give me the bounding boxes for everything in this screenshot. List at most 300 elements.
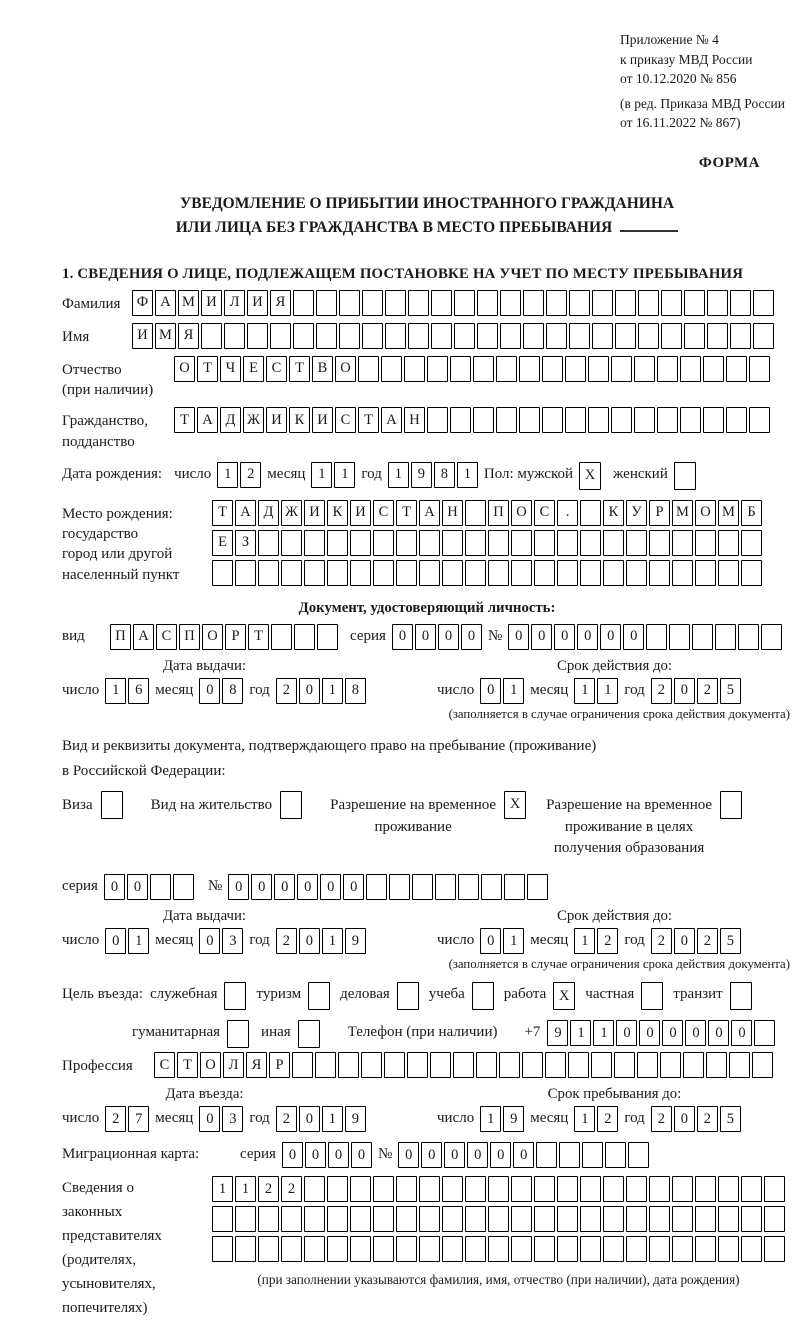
- char-cell[interactable]: [657, 356, 678, 382]
- char-cell[interactable]: [534, 1176, 555, 1202]
- char-cell[interactable]: 0: [639, 1020, 660, 1046]
- char-cell[interactable]: 2: [697, 678, 718, 704]
- char-cell[interactable]: 2: [105, 1106, 126, 1132]
- char-cell[interactable]: 0: [199, 928, 220, 954]
- char-cell[interactable]: [385, 323, 406, 349]
- char-cell[interactable]: [534, 1236, 555, 1262]
- char-cell[interactable]: [488, 1206, 509, 1232]
- char-cell[interactable]: [661, 290, 682, 316]
- char-cell[interactable]: 0: [251, 874, 272, 900]
- char-cell[interactable]: [488, 560, 509, 586]
- char-cell[interactable]: 1: [128, 928, 149, 954]
- char-cell[interactable]: [603, 530, 624, 556]
- char-cell[interactable]: 1: [334, 462, 355, 488]
- char-cell[interactable]: А: [197, 407, 218, 433]
- char-cell[interactable]: 2: [240, 462, 261, 488]
- char-cell[interactable]: [477, 290, 498, 316]
- char-cell[interactable]: [442, 530, 463, 556]
- char-cell[interactable]: [442, 1176, 463, 1202]
- char-cell[interactable]: [338, 1052, 359, 1078]
- char-cell[interactable]: [499, 1052, 520, 1078]
- char-cell[interactable]: [308, 982, 330, 1010]
- char-cell[interactable]: [373, 560, 394, 586]
- char-cell[interactable]: [350, 530, 371, 556]
- char-cell[interactable]: [339, 290, 360, 316]
- char-cell[interactable]: [615, 290, 636, 316]
- char-cell[interactable]: [339, 323, 360, 349]
- char-cell[interactable]: 0: [199, 1106, 220, 1132]
- char-cell[interactable]: 2: [697, 1106, 718, 1132]
- char-cell[interactable]: [488, 1236, 509, 1262]
- char-cell[interactable]: Т: [212, 500, 233, 526]
- char-cell[interactable]: [718, 560, 739, 586]
- char-cell[interactable]: 0: [480, 678, 501, 704]
- char-cell[interactable]: 1: [322, 928, 343, 954]
- char-cell[interactable]: Е: [212, 530, 233, 556]
- char-cell[interactable]: С: [335, 407, 356, 433]
- char-cell[interactable]: [730, 323, 751, 349]
- char-cell[interactable]: 1: [503, 928, 524, 954]
- char-cell[interactable]: 2: [258, 1176, 279, 1202]
- char-cell[interactable]: [588, 407, 609, 433]
- char-cell[interactable]: 0: [127, 874, 148, 900]
- char-cell[interactable]: Я: [178, 323, 199, 349]
- char-cell[interactable]: [481, 874, 502, 900]
- char-cell[interactable]: [646, 624, 667, 650]
- char-cell[interactable]: [396, 560, 417, 586]
- char-cell[interactable]: [281, 1236, 302, 1262]
- char-cell[interactable]: 0: [490, 1142, 511, 1168]
- char-cell[interactable]: [718, 1176, 739, 1202]
- char-cell[interactable]: [430, 1052, 451, 1078]
- char-cell[interactable]: [500, 290, 521, 316]
- char-cell[interactable]: [546, 290, 567, 316]
- char-cell[interactable]: [227, 1020, 249, 1048]
- char-cell[interactable]: [684, 290, 705, 316]
- char-cell[interactable]: [281, 1206, 302, 1232]
- char-cell[interactable]: 2: [697, 928, 718, 954]
- char-cell[interactable]: Н: [404, 407, 425, 433]
- char-cell[interactable]: [350, 1176, 371, 1202]
- char-cell[interactable]: [718, 1236, 739, 1262]
- char-cell[interactable]: [419, 1236, 440, 1262]
- char-cell[interactable]: [580, 1206, 601, 1232]
- char-cell[interactable]: [603, 1176, 624, 1202]
- char-cell[interactable]: [557, 560, 578, 586]
- char-cell[interactable]: [628, 1142, 649, 1168]
- char-cell[interactable]: [741, 530, 762, 556]
- char-cell[interactable]: Д: [258, 500, 279, 526]
- char-cell[interactable]: М: [155, 323, 176, 349]
- char-cell[interactable]: 0: [662, 1020, 683, 1046]
- char-cell[interactable]: 7: [128, 1106, 149, 1132]
- char-cell[interactable]: 0: [674, 1106, 695, 1132]
- char-cell[interactable]: [431, 290, 452, 316]
- char-cell[interactable]: [649, 1176, 670, 1202]
- char-cell[interactable]: [614, 1052, 635, 1078]
- char-cell[interactable]: [366, 874, 387, 900]
- char-cell[interactable]: [404, 356, 425, 382]
- char-cell[interactable]: Р: [225, 624, 246, 650]
- char-cell[interactable]: [720, 791, 742, 819]
- char-cell[interactable]: [488, 1176, 509, 1202]
- char-cell[interactable]: [454, 290, 475, 316]
- char-cell[interactable]: [672, 1236, 693, 1262]
- char-cell[interactable]: [638, 290, 659, 316]
- char-cell[interactable]: [695, 1206, 716, 1232]
- char-cell[interactable]: [396, 1206, 417, 1232]
- char-cell[interactable]: [559, 1142, 580, 1168]
- char-cell[interactable]: Т: [289, 356, 310, 382]
- char-cell[interactable]: [638, 323, 659, 349]
- char-cell[interactable]: 0: [708, 1020, 729, 1046]
- char-cell[interactable]: 9: [503, 1106, 524, 1132]
- char-cell[interactable]: 0: [674, 928, 695, 954]
- char-cell[interactable]: [672, 1176, 693, 1202]
- char-cell[interactable]: И: [304, 500, 325, 526]
- char-cell[interactable]: 0: [351, 1142, 372, 1168]
- char-cell[interactable]: [235, 1206, 256, 1232]
- char-cell[interactable]: [235, 1236, 256, 1262]
- char-cell[interactable]: 0: [297, 874, 318, 900]
- char-cell[interactable]: 0: [299, 1106, 320, 1132]
- char-cell[interactable]: 6: [128, 678, 149, 704]
- char-cell[interactable]: П: [488, 500, 509, 526]
- char-cell[interactable]: 0: [274, 874, 295, 900]
- char-cell[interactable]: К: [289, 407, 310, 433]
- char-cell[interactable]: [565, 407, 586, 433]
- char-cell[interactable]: [603, 560, 624, 586]
- char-cell[interactable]: 0: [105, 928, 126, 954]
- char-cell[interactable]: М: [718, 500, 739, 526]
- char-cell[interactable]: [692, 624, 713, 650]
- char-cell[interactable]: [465, 530, 486, 556]
- char-cell[interactable]: [626, 560, 647, 586]
- char-cell[interactable]: 0: [415, 624, 436, 650]
- char-cell[interactable]: [477, 323, 498, 349]
- char-cell[interactable]: [465, 560, 486, 586]
- char-cell[interactable]: 0: [320, 874, 341, 900]
- char-cell[interactable]: [453, 1052, 474, 1078]
- char-cell[interactable]: [465, 500, 486, 526]
- char-cell[interactable]: [258, 1236, 279, 1262]
- char-cell[interactable]: 9: [345, 928, 366, 954]
- char-cell[interactable]: 3: [222, 1106, 243, 1132]
- char-cell[interactable]: 1: [322, 678, 343, 704]
- char-cell[interactable]: [385, 290, 406, 316]
- char-cell[interactable]: [580, 500, 601, 526]
- char-cell[interactable]: 0: [305, 1142, 326, 1168]
- char-cell[interactable]: З: [235, 530, 256, 556]
- char-cell[interactable]: [384, 1052, 405, 1078]
- char-cell[interactable]: [519, 407, 540, 433]
- char-cell[interactable]: [316, 323, 337, 349]
- char-cell[interactable]: 0: [616, 1020, 637, 1046]
- char-cell[interactable]: 1: [311, 462, 332, 488]
- char-cell[interactable]: [764, 1236, 785, 1262]
- char-cell[interactable]: [496, 407, 517, 433]
- char-cell[interactable]: О: [511, 500, 532, 526]
- char-cell[interactable]: 0: [421, 1142, 442, 1168]
- char-cell[interactable]: [761, 624, 782, 650]
- char-cell[interactable]: [753, 290, 774, 316]
- char-cell[interactable]: Ж: [281, 500, 302, 526]
- char-cell[interactable]: [674, 462, 696, 490]
- char-cell[interactable]: [350, 560, 371, 586]
- char-cell[interactable]: [212, 1206, 233, 1232]
- char-cell[interactable]: [542, 356, 563, 382]
- char-cell[interactable]: [431, 323, 452, 349]
- char-cell[interactable]: Р: [649, 500, 670, 526]
- char-cell[interactable]: И: [312, 407, 333, 433]
- char-cell[interactable]: [281, 530, 302, 556]
- char-cell[interactable]: [592, 290, 613, 316]
- char-cell[interactable]: [703, 407, 724, 433]
- char-cell[interactable]: [235, 560, 256, 586]
- char-cell[interactable]: [304, 1206, 325, 1232]
- char-cell[interactable]: 2: [651, 928, 672, 954]
- char-cell[interactable]: [315, 1052, 336, 1078]
- char-cell[interactable]: [281, 560, 302, 586]
- char-cell[interactable]: 0: [480, 928, 501, 954]
- char-cell[interactable]: [465, 1176, 486, 1202]
- char-cell[interactable]: [373, 1236, 394, 1262]
- char-cell[interactable]: [304, 1176, 325, 1202]
- char-cell[interactable]: [488, 530, 509, 556]
- char-cell[interactable]: [511, 560, 532, 586]
- char-cell[interactable]: Ф: [132, 290, 153, 316]
- char-cell[interactable]: [738, 624, 759, 650]
- char-cell[interactable]: 5: [720, 678, 741, 704]
- char-cell[interactable]: П: [110, 624, 131, 650]
- option-residence-permit[interactable]: Вид на жительство: [151, 791, 302, 819]
- char-cell[interactable]: Т: [177, 1052, 198, 1078]
- char-cell[interactable]: [741, 1176, 762, 1202]
- char-cell[interactable]: 0: [104, 874, 125, 900]
- char-cell[interactable]: [476, 1052, 497, 1078]
- char-cell[interactable]: [465, 1206, 486, 1232]
- char-cell[interactable]: 0: [674, 678, 695, 704]
- char-cell[interactable]: [695, 530, 716, 556]
- char-cell[interactable]: 0: [731, 1020, 752, 1046]
- char-cell[interactable]: 0: [467, 1142, 488, 1168]
- char-cell[interactable]: [358, 356, 379, 382]
- char-cell[interactable]: [270, 323, 291, 349]
- char-cell[interactable]: [706, 1052, 727, 1078]
- char-cell[interactable]: Я: [246, 1052, 267, 1078]
- char-cell[interactable]: [101, 791, 123, 819]
- char-cell[interactable]: [703, 356, 724, 382]
- char-cell[interactable]: [749, 407, 770, 433]
- char-cell[interactable]: 0: [531, 624, 552, 650]
- char-cell[interactable]: 0: [343, 874, 364, 900]
- char-cell[interactable]: X: [579, 462, 601, 490]
- char-cell[interactable]: Б: [741, 500, 762, 526]
- char-cell[interactable]: [442, 560, 463, 586]
- char-cell[interactable]: 2: [276, 928, 297, 954]
- char-cell[interactable]: И: [132, 323, 153, 349]
- char-cell[interactable]: 2: [651, 678, 672, 704]
- char-cell[interactable]: [442, 1206, 463, 1232]
- char-cell[interactable]: [683, 1052, 704, 1078]
- char-cell[interactable]: [764, 1176, 785, 1202]
- char-cell[interactable]: И: [350, 500, 371, 526]
- char-cell[interactable]: [660, 1052, 681, 1078]
- char-cell[interactable]: [729, 1052, 750, 1078]
- char-cell[interactable]: [201, 323, 222, 349]
- char-cell[interactable]: 5: [720, 1106, 741, 1132]
- char-cell[interactable]: [258, 1206, 279, 1232]
- char-cell[interactable]: [373, 1176, 394, 1202]
- char-cell[interactable]: С: [373, 500, 394, 526]
- char-cell[interactable]: 2: [276, 1106, 297, 1132]
- char-cell[interactable]: [580, 560, 601, 586]
- char-cell[interactable]: [522, 1052, 543, 1078]
- char-cell[interactable]: [753, 323, 774, 349]
- char-cell[interactable]: 8: [434, 462, 455, 488]
- char-cell[interactable]: [527, 874, 548, 900]
- char-cell[interactable]: [523, 290, 544, 316]
- char-cell[interactable]: 8: [345, 678, 366, 704]
- char-cell[interactable]: А: [155, 290, 176, 316]
- char-cell[interactable]: [661, 323, 682, 349]
- char-cell[interactable]: [730, 982, 752, 1010]
- char-cell[interactable]: 0: [444, 1142, 465, 1168]
- char-cell[interactable]: [173, 874, 194, 900]
- char-cell[interactable]: [327, 530, 348, 556]
- char-cell[interactable]: Ж: [243, 407, 264, 433]
- char-cell[interactable]: Е: [243, 356, 264, 382]
- char-cell[interactable]: 9: [411, 462, 432, 488]
- char-cell[interactable]: [496, 356, 517, 382]
- char-cell[interactable]: Т: [358, 407, 379, 433]
- char-cell[interactable]: [611, 356, 632, 382]
- char-cell[interactable]: [271, 624, 292, 650]
- char-cell[interactable]: [557, 1176, 578, 1202]
- char-cell[interactable]: [695, 1236, 716, 1262]
- char-cell[interactable]: А: [419, 500, 440, 526]
- char-cell[interactable]: [741, 1236, 762, 1262]
- char-cell[interactable]: [511, 1206, 532, 1232]
- char-cell[interactable]: [603, 1236, 624, 1262]
- char-cell[interactable]: [649, 560, 670, 586]
- char-cell[interactable]: 1: [597, 678, 618, 704]
- char-cell[interactable]: 1: [593, 1020, 614, 1046]
- char-cell[interactable]: [373, 530, 394, 556]
- char-cell[interactable]: [695, 560, 716, 586]
- char-cell[interactable]: [754, 1020, 775, 1046]
- char-cell[interactable]: [511, 530, 532, 556]
- char-cell[interactable]: 0: [685, 1020, 706, 1046]
- char-cell[interactable]: [752, 1052, 773, 1078]
- char-cell[interactable]: 1: [480, 1106, 501, 1132]
- char-cell[interactable]: [580, 1236, 601, 1262]
- char-cell[interactable]: [504, 874, 525, 900]
- char-cell[interactable]: [247, 323, 268, 349]
- char-cell[interactable]: [327, 1236, 348, 1262]
- char-cell[interactable]: Д: [220, 407, 241, 433]
- char-cell[interactable]: 0: [623, 624, 644, 650]
- char-cell[interactable]: [427, 356, 448, 382]
- char-cell[interactable]: 9: [345, 1106, 366, 1132]
- char-cell[interactable]: [634, 356, 655, 382]
- char-cell[interactable]: [534, 560, 555, 586]
- char-cell[interactable]: [511, 1176, 532, 1202]
- char-cell[interactable]: [591, 1052, 612, 1078]
- char-cell[interactable]: [381, 356, 402, 382]
- char-cell[interactable]: 0: [299, 928, 320, 954]
- char-cell[interactable]: 0: [577, 624, 598, 650]
- char-cell[interactable]: 3: [222, 928, 243, 954]
- char-cell[interactable]: [546, 323, 567, 349]
- char-cell[interactable]: [615, 323, 636, 349]
- char-cell[interactable]: [536, 1142, 557, 1168]
- char-cell[interactable]: [317, 624, 338, 650]
- char-cell[interactable]: 9: [547, 1020, 568, 1046]
- char-cell[interactable]: [212, 560, 233, 586]
- char-cell[interactable]: 2: [651, 1106, 672, 1132]
- char-cell[interactable]: [150, 874, 171, 900]
- char-cell[interactable]: [672, 560, 693, 586]
- char-cell[interactable]: 2: [597, 1106, 618, 1132]
- char-cell[interactable]: [557, 1206, 578, 1232]
- char-cell[interactable]: 0: [600, 624, 621, 650]
- char-cell[interactable]: 8: [222, 678, 243, 704]
- char-cell[interactable]: [545, 1052, 566, 1078]
- char-cell[interactable]: [442, 1236, 463, 1262]
- char-cell[interactable]: 1: [457, 462, 478, 488]
- char-cell[interactable]: С: [266, 356, 287, 382]
- char-cell[interactable]: О: [174, 356, 195, 382]
- char-cell[interactable]: С: [156, 624, 177, 650]
- char-cell[interactable]: А: [381, 407, 402, 433]
- char-cell[interactable]: [557, 1236, 578, 1262]
- char-cell[interactable]: 1: [105, 678, 126, 704]
- char-cell[interactable]: [680, 356, 701, 382]
- char-cell[interactable]: [715, 624, 736, 650]
- char-cell[interactable]: [672, 1206, 693, 1232]
- char-cell[interactable]: [224, 982, 246, 1010]
- char-cell[interactable]: 1: [322, 1106, 343, 1132]
- char-cell[interactable]: [465, 1236, 486, 1262]
- char-cell[interactable]: [626, 1206, 647, 1232]
- char-cell[interactable]: [649, 530, 670, 556]
- char-cell[interactable]: [419, 530, 440, 556]
- char-cell[interactable]: [280, 791, 302, 819]
- char-cell[interactable]: [611, 407, 632, 433]
- char-cell[interactable]: [373, 1206, 394, 1232]
- char-cell[interactable]: [669, 624, 690, 650]
- char-cell[interactable]: [316, 290, 337, 316]
- char-cell[interactable]: [258, 530, 279, 556]
- char-cell[interactable]: 1: [503, 678, 524, 704]
- char-cell[interactable]: 1: [212, 1176, 233, 1202]
- char-cell[interactable]: К: [603, 500, 624, 526]
- char-cell[interactable]: [396, 1236, 417, 1262]
- char-cell[interactable]: [224, 323, 245, 349]
- char-cell[interactable]: [718, 530, 739, 556]
- char-cell[interactable]: [412, 874, 433, 900]
- char-cell[interactable]: [327, 560, 348, 586]
- char-cell[interactable]: 0: [328, 1142, 349, 1168]
- char-cell[interactable]: [327, 1206, 348, 1232]
- char-cell[interactable]: [749, 356, 770, 382]
- char-cell[interactable]: [472, 982, 494, 1010]
- char-cell[interactable]: Т: [396, 500, 417, 526]
- char-cell[interactable]: [741, 1206, 762, 1232]
- char-cell[interactable]: 0: [282, 1142, 303, 1168]
- char-cell[interactable]: [293, 323, 314, 349]
